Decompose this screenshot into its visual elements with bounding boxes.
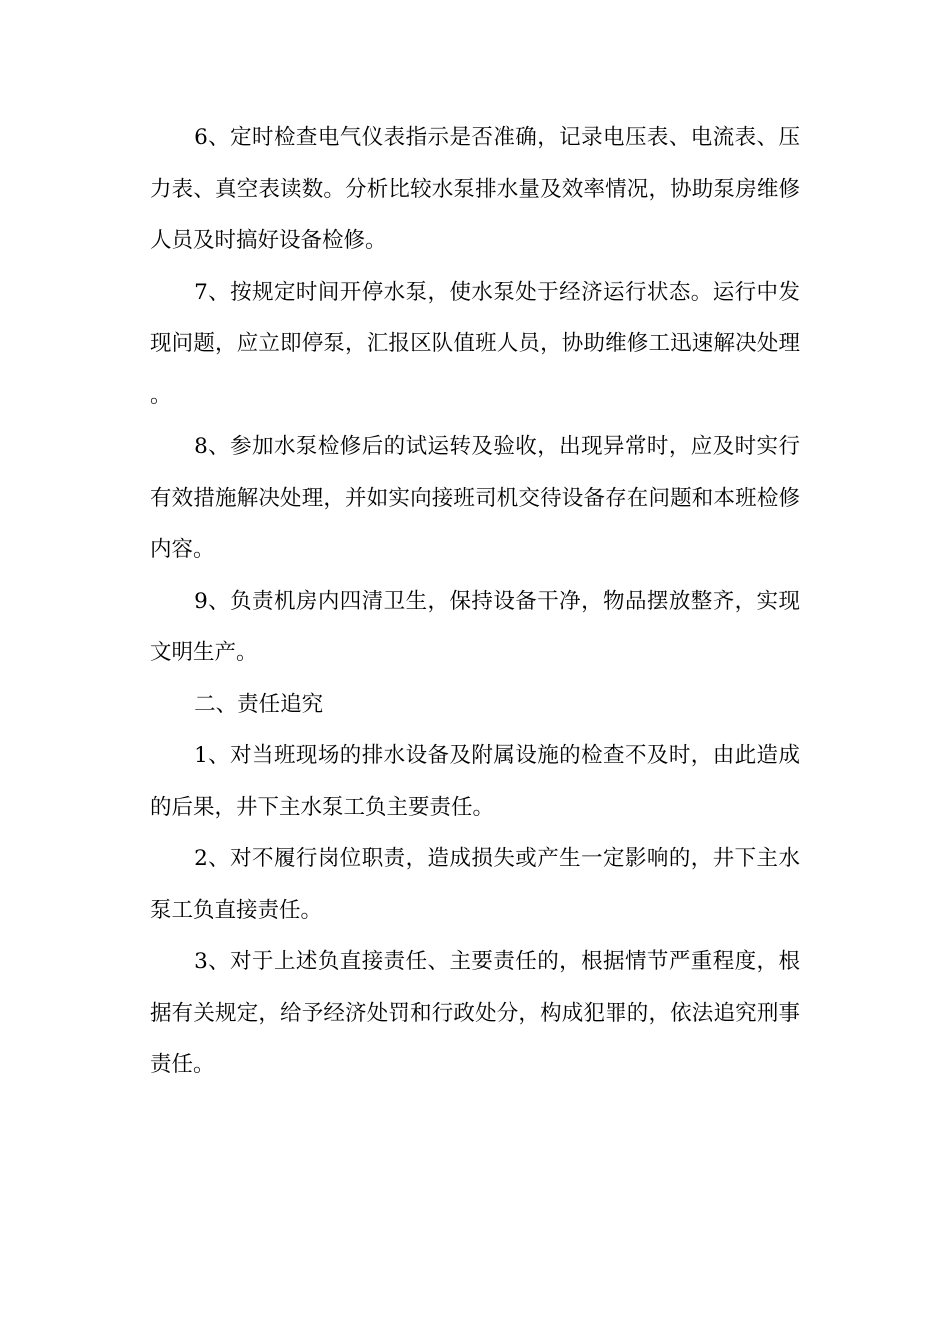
paragraph-item-6: 6、定时检查电气仪表指示是否准确，记录电压表、电流表、压力表、真空表读数。分析比较水泵排水量及效率情况，协助泵房维修人员及时搞好设备检修。 bbox=[150, 125, 800, 253]
paragraph-liability-3: 3、对于上述负直接责任、主要责任的，根据情节严重程度，根据有关规定，给予经济处罚和行政处分，构成犯罪的，依法追究刑事责任。 bbox=[150, 949, 800, 1077]
document-body bbox=[150, 112, 800, 1091]
paragraph-liability-1: 1、对当班现场的排水设备及附属设施的检查不及时，由此造成的后果，井下主水泵工负主要责任。 bbox=[150, 743, 800, 820]
paragraph-item-9: 9、负责机房内四清卫生，保持设备干净，物品摆放整齐，实现文明生产。 bbox=[150, 588, 800, 665]
paragraph-liability-2: 2、对不履行岗位职责，造成损失或产生一定影响的，井下主水泵工负直接责任。 bbox=[150, 846, 800, 923]
paragraph-item-7: 7、按规定时间开停水泵，使水泵处于经济运行状态。运行中发现问题，应立即停泵，汇报区队值班人员，协助维修工迅速解决处理。 bbox=[150, 279, 800, 408]
paragraph-item-8: 8、参加水泵检修后的试运转及验收，出现异常时，应及时实行有效措施解决处理，并如实向接班司机交待设备存在问题和本班检修内容。 bbox=[150, 434, 800, 562]
section-heading-responsibility: 二、责任追究 bbox=[194, 691, 324, 717]
